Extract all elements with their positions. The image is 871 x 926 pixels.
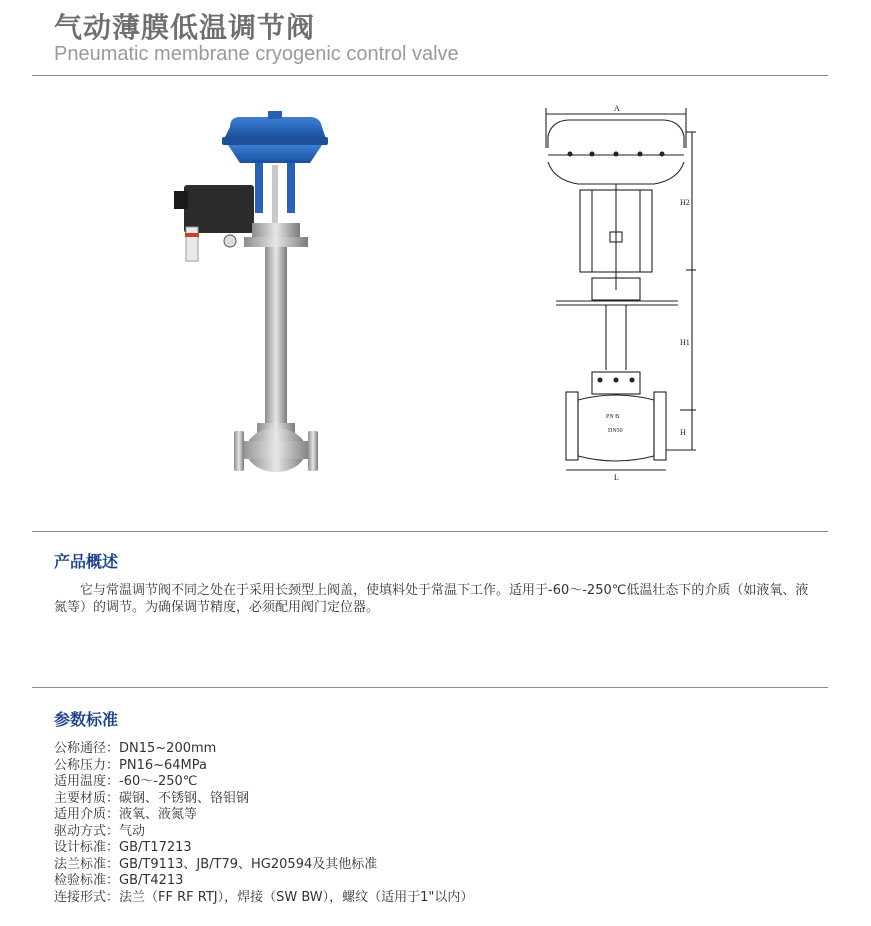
overview-heading: 产品概述 [54, 552, 119, 571]
overview-text: 它与常温调节阀不同之处在于采用长颈型上阀盖，使填料处于常温下工作。适用于-60～-250℃低温壮态下的介质（如液氧、液氮等）的调节。为确保调节精度，必须配用阀门定位器。 [54, 583, 809, 615]
param-row-design-standard [54, 840, 473, 857]
dim-l-label: L [614, 473, 619, 482]
param-value: GB/T9113、JB/T79、HG20594及其他标准 [119, 856, 378, 872]
divider-top [32, 75, 828, 76]
param-label: 连接形式： [54, 889, 120, 905]
param-row-nominal-diameter [54, 741, 473, 758]
param-label: 公称压力： [54, 757, 120, 773]
divider-middle [32, 531, 828, 532]
param-value: PN16~64MPa [119, 757, 207, 773]
param-row-drive [54, 824, 473, 841]
dim-h2-label: H2 [680, 198, 690, 207]
product-photo [160, 105, 340, 485]
divider-bottom [32, 687, 828, 688]
param-value: 法兰（FF RF RTJ），焊接（SW BW），螺纹（适用于1"以内） [119, 889, 474, 905]
param-label: 适用温度： [54, 774, 120, 789]
param-label: 驱动方式： [54, 823, 120, 839]
param-row-nominal-pressure [54, 758, 473, 775]
param-value: DN15~200mm [119, 741, 217, 756]
param-label: 公称通径： [54, 741, 120, 756]
param-label: 法兰标准： [54, 856, 120, 872]
param-value: 碳钢、不锈钢、铬钼钢 [119, 790, 250, 806]
param-value: -60～-250℃ [119, 774, 198, 789]
params-list [54, 741, 473, 906]
body-mark-dn: DN50 [608, 428, 623, 434]
param-row-temperature [54, 774, 473, 791]
param-label: 检验标准： [54, 873, 120, 888]
param-row-material [54, 791, 473, 808]
param-row-medium [54, 807, 473, 824]
param-row-inspection-standard [54, 873, 473, 890]
body-mark-pn: PN B [606, 414, 620, 420]
page-subtitle: Pneumatic membrane cryogenic control valve [54, 43, 459, 65]
param-row-flange-standard [54, 857, 473, 874]
dim-h-label: H [680, 428, 686, 437]
dim-h1-label: H1 [680, 338, 690, 347]
param-label: 主要材质： [54, 790, 120, 806]
param-value: GB/T4213 [119, 873, 184, 888]
page-title: 气动薄膜低温调节阀 [54, 11, 316, 44]
param-value: GB/T17213 [119, 840, 192, 855]
param-label: 设计标准： [54, 840, 120, 855]
dimension-drawing [530, 100, 710, 485]
param-label: 适用介质： [54, 807, 120, 822]
param-value: 液氧、液氮等 [119, 807, 198, 822]
dim-a-label: A [614, 104, 620, 113]
params-heading: 参数标准 [54, 710, 119, 729]
param-row-connection [54, 890, 473, 907]
param-value: 气动 [119, 823, 146, 839]
